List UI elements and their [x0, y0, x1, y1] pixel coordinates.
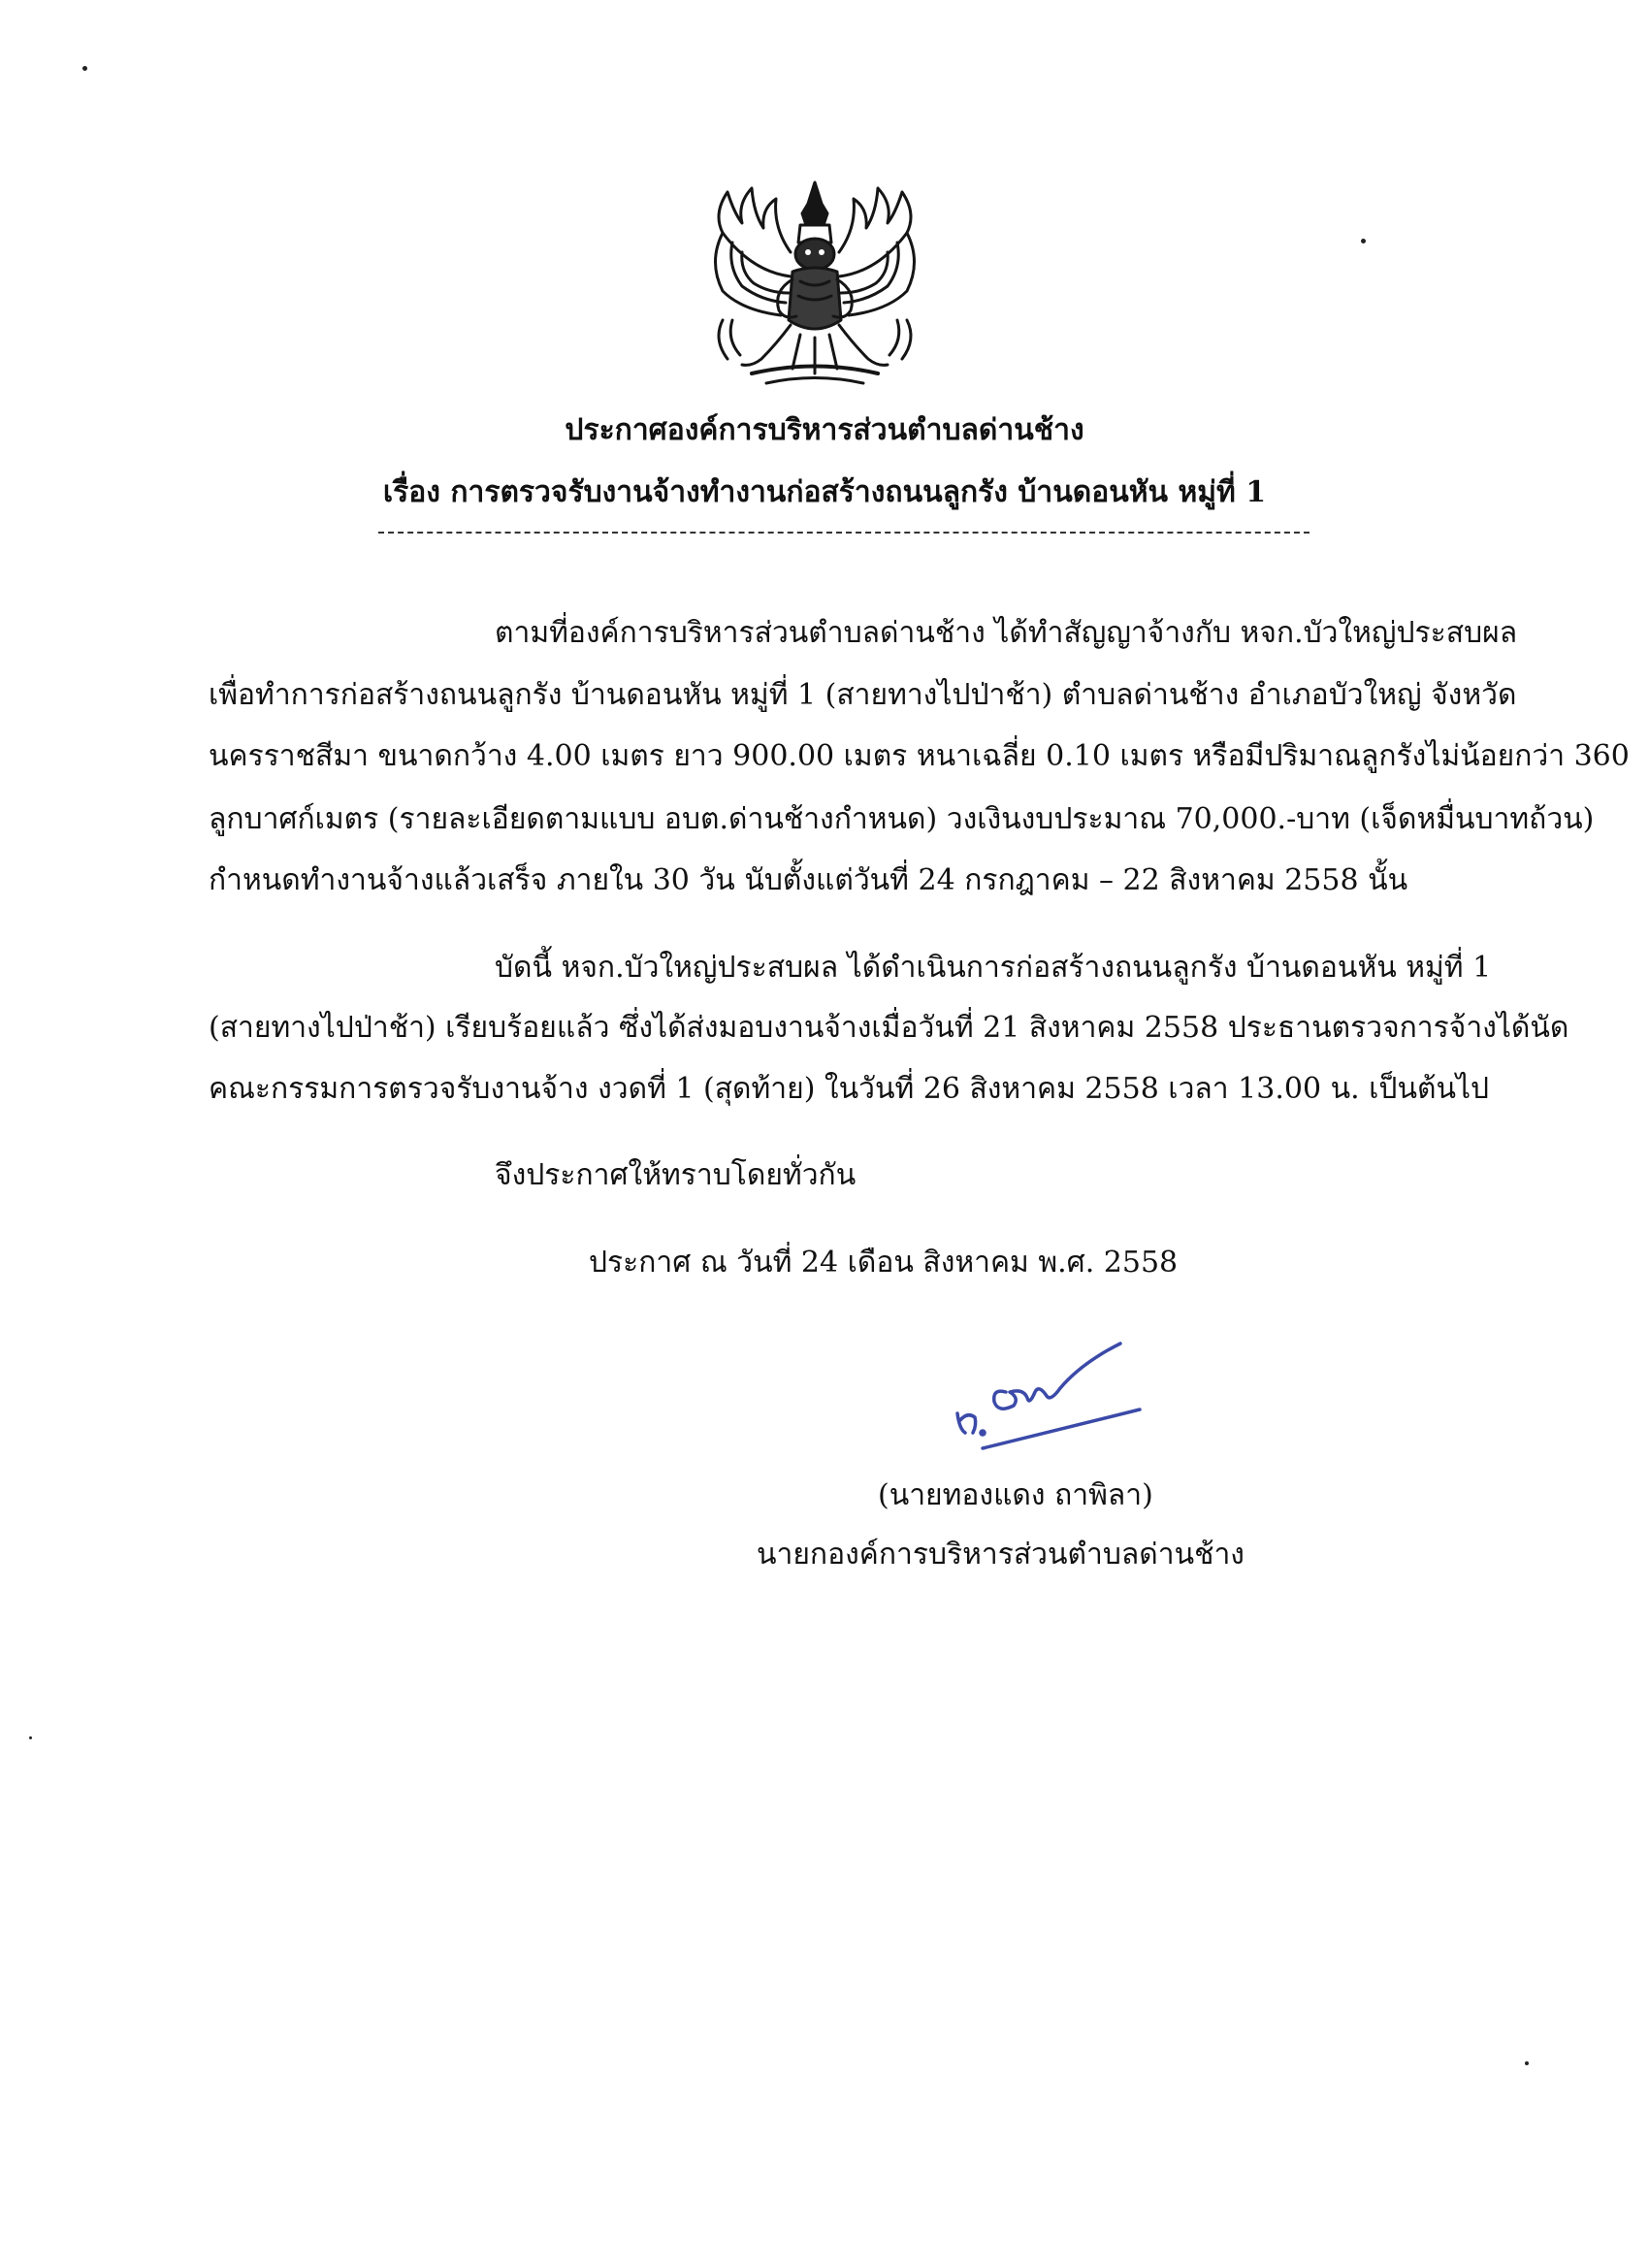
- announcement-title: ประกาศองค์การบริหารส่วนตำบลด่านช้าง: [565, 413, 1084, 447]
- paragraph1-line: กำหนดทำงานจ้างแล้วเสร็จ ภายใน 30 วัน นับตั้งแต่วันที่ 24 กรกฎาคม – 22 สิงหาคม 2558 นั้น: [209, 863, 1408, 897]
- paragraph2-line: คณะกรรมการตรวจรับงานจ้าง งวดที่ 1 (สุดท้าย) ในวันที่ 26 สิงหาคม 2558 เวลา 13.00 น. เป็นต้นไป: [209, 1072, 1490, 1106]
- separator-line: [378, 532, 1310, 534]
- signer-position: นายกองค์การบริหารส่วนตำบลด่านช้าง: [757, 1538, 1245, 1571]
- paragraph2-line: (สายทางไปป่าช้า) เรียบร้อยแล้ว ซึ่งได้ส่งมอบงานจ้างเมื่อวันที่ 21 สิงหาคม 2558 ประธานตรวจการจ้างได้นัด: [209, 1011, 1569, 1045]
- scan-speck: [1525, 2061, 1529, 2065]
- scan-speck: [29, 1736, 32, 1739]
- signer-name: (นายทองแดง ถาพิลา): [878, 1478, 1153, 1512]
- closing-statement: จึงประกาศให้ทราบโดยทั่วกัน: [495, 1158, 857, 1192]
- handwritten-signature-icon: [946, 1324, 1159, 1460]
- paragraph1-line: ลูกบาศก์เมตร (รายละเอียดตามแบบ อบต.ด่านช้างกำหนด) วงเงินงบประมาณ 70,000.-บาท (เจ็ดหมื่นบาทถ้วน): [209, 802, 1595, 836]
- announcement-subject: เรื่อง การตรวจรับงานจ้างทำงานก่อสร้างถนนลูกรัง บ้านดอนหัน หมู่ที่ 1: [382, 475, 1267, 509]
- scan-speck: [1361, 239, 1366, 243]
- scan-speck: [82, 66, 87, 71]
- paragraph1-line: นครราชสีมา ขนาดกว้าง 4.00 เมตร ยาว 900.00 เมตร หนาเฉลี่ย 0.10 เมตร หรือมีปริมาณลูกรังไม่น้อยกว่า 360: [209, 739, 1630, 773]
- paragraph1-line: ตามที่องค์การบริหารส่วนตำบลด่านช้าง ได้ทำสัญญาจ้างกับ หจก.บัวใหญ่ประสบผล: [495, 616, 1518, 650]
- paragraph1-line: เพื่อทำการก่อสร้างถนนลูกรัง บ้านดอนหัน หมู่ที่ 1 (สายทางไปป่าช้า) ตำบลด่านช้าง อำเภอบัวใหญ่ จังหวัด: [209, 678, 1517, 712]
- paragraph2-line: บัดนี้ หจก.บัวใหญ่ประสบผล ได้ดำเนินการก่อสร้างถนนลูกรัง บ้านดอนหัน หมู่ที่ 1: [495, 951, 1492, 985]
- announcement-date: ประกาศ ณ วันที่ 24 เดือน สิงหาคม พ.ศ. 2558: [589, 1246, 1179, 1280]
- garuda-emblem-icon: [684, 175, 946, 393]
